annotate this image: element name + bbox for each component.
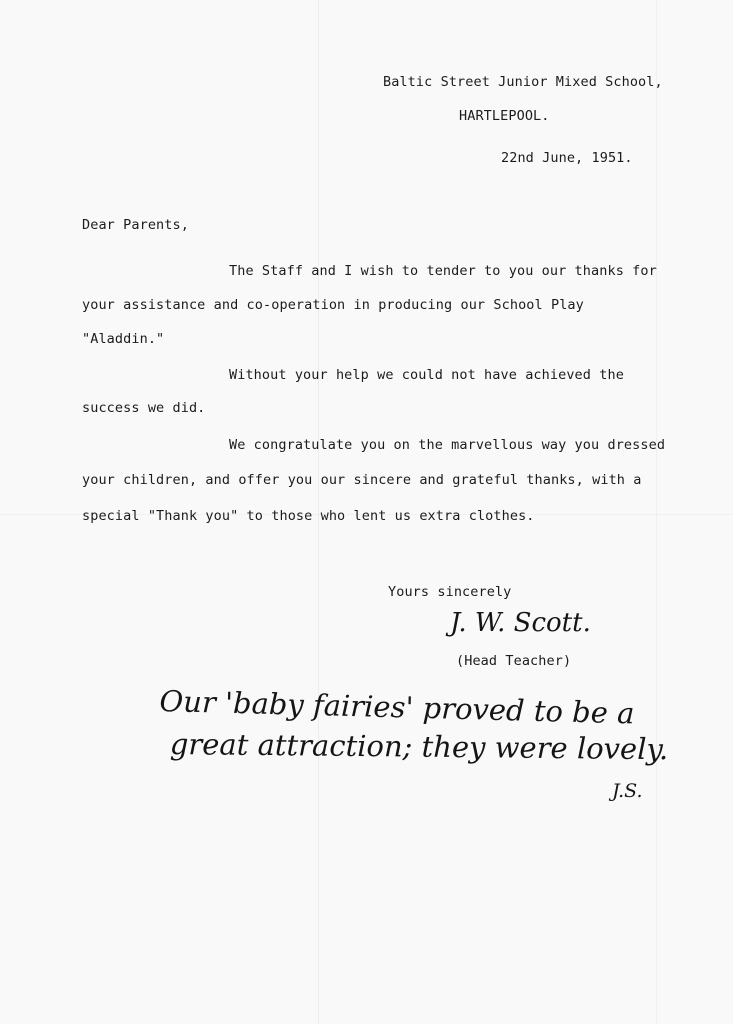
letter-date: 22nd June, 1951. [501, 150, 633, 166]
postscript-line: Our 'baby fairies' proved to be a [159, 684, 635, 731]
body-line: your children, and offer you our sincere and grateful thanks, with a [82, 472, 642, 488]
body-line: your assistance and co-operation in producing our School Play [82, 297, 584, 313]
postscript-line: great attraction; they were lovely. [169, 727, 669, 767]
signature: J. W. Scott. [450, 608, 591, 638]
body-line: special "Thank you" to those who lent us extra clothes. [82, 508, 535, 524]
postscript-initials: J.S. [612, 780, 643, 802]
signer-title: (Head Teacher) [456, 653, 572, 669]
body-line: The Staff and I wish to tender to you our thanks for [229, 263, 657, 279]
body-line: We congratulate you on the marvellous way you dressed [229, 437, 666, 453]
fold-line-vertical-right [656, 0, 657, 1024]
body-line: Without your help we could not have achieved the [229, 367, 624, 383]
body-line: "Aladdin." [82, 331, 165, 347]
salutation: Dear Parents, [82, 217, 189, 233]
town-name: HARTLEPOOL. [459, 108, 550, 124]
closing: Yours sincerely [388, 584, 512, 600]
school-address: Baltic Street Junior Mixed School, [383, 74, 663, 90]
body-line: success we did. [82, 400, 206, 416]
